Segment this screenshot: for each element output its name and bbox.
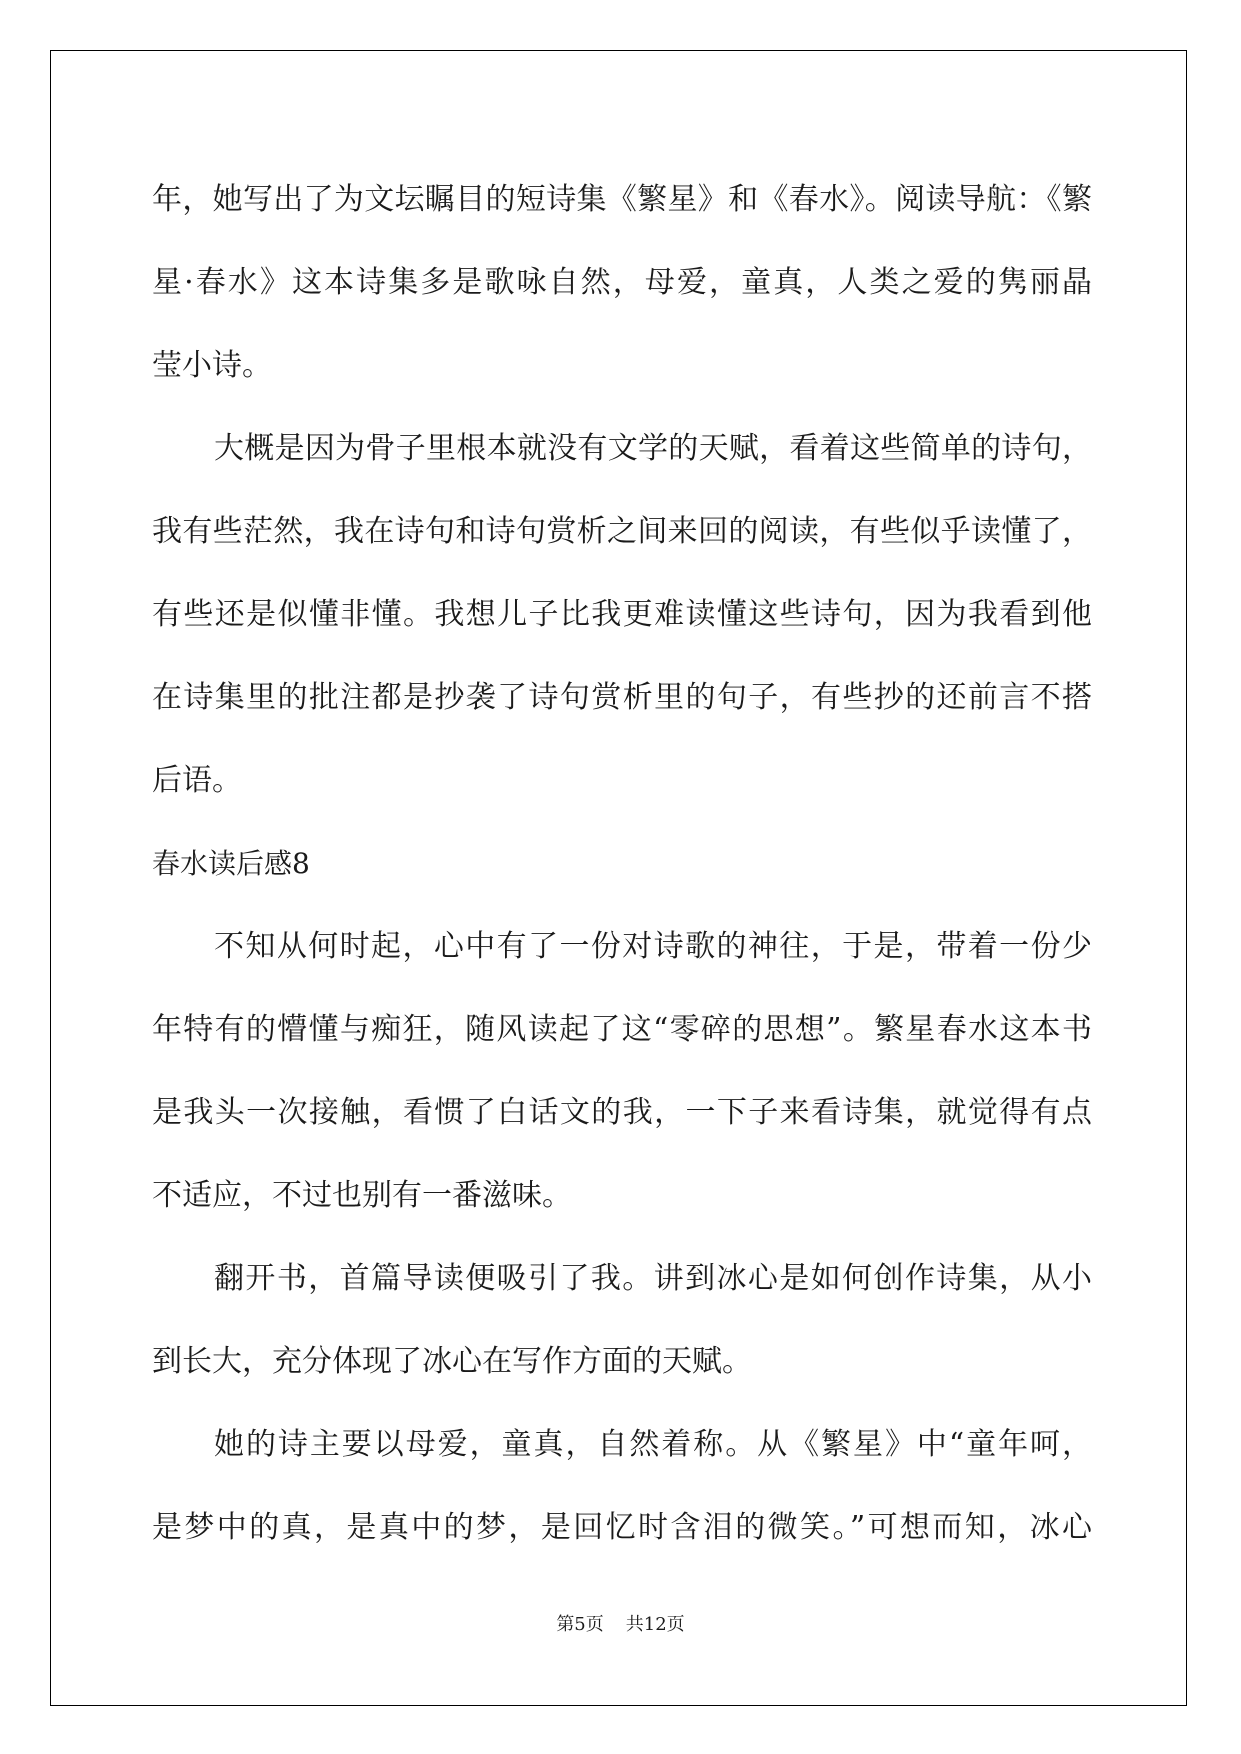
page-number: 第5页 xyxy=(556,1614,604,1635)
page-total: 共12页 xyxy=(625,1614,685,1635)
text-line: 大概是因为骨子里根本就没有文学的天赋，看着这些简单的诗句， xyxy=(214,431,1092,466)
document-body xyxy=(152,158,1092,1569)
text-line: 年，她写出了为文坛瞩目的短诗集《繁星》和《春水》。阅读导航：《繁 xyxy=(152,182,1092,217)
text-line: 在诗集里的批注都是抄袭了诗句赏析里的句子，有些抄的还前言不搭 xyxy=(152,680,1092,715)
text-line: 莹小诗。 xyxy=(152,348,272,383)
text-line: 到长大，充分体现了冰心在写作方面的天赋。 xyxy=(152,1344,752,1379)
text-line: 不适应，不过也别有一番滋味。 xyxy=(152,1178,572,1213)
text-line: 年特有的懵懂与痴狂，随风读起了这“零碎的思想”。繁星春水这本书 xyxy=(152,1012,1092,1047)
section-heading: 春水读后感8 xyxy=(152,847,310,880)
page-footer xyxy=(0,1610,1241,1636)
text-line: 翻开书，首篇导读便吸引了我。讲到冰心是如何创作诗集，从小 xyxy=(214,1261,1092,1296)
text-line: 我有些茫然，我在诗句和诗句赏析之间来回的阅读，有些似乎读懂了， xyxy=(152,514,1092,549)
text-line: 不知从何时起，心中有了一份对诗歌的神往，于是，带着一份少 xyxy=(214,929,1092,964)
text-line: 有些还是似懂非懂。我想儿子比我更难读懂这些诗句，因为我看到他 xyxy=(152,597,1092,632)
text-line: 是我头一次接触，看惯了白话文的我，一下子来看诗集，就觉得有点 xyxy=(152,1095,1092,1130)
text-line: 后语。 xyxy=(152,763,242,798)
text-line: 她的诗主要以母爱，童真，自然着称。从《繁星》中“童年呵， xyxy=(214,1427,1092,1462)
text-line: 星·春水》这本诗集多是歌咏自然，母爱，童真，人类之爱的隽丽晶 xyxy=(152,265,1092,300)
text-line: 是梦中的真，是真中的梦，是回忆时含泪的微笑。”可想而知，冰心 xyxy=(152,1510,1092,1545)
